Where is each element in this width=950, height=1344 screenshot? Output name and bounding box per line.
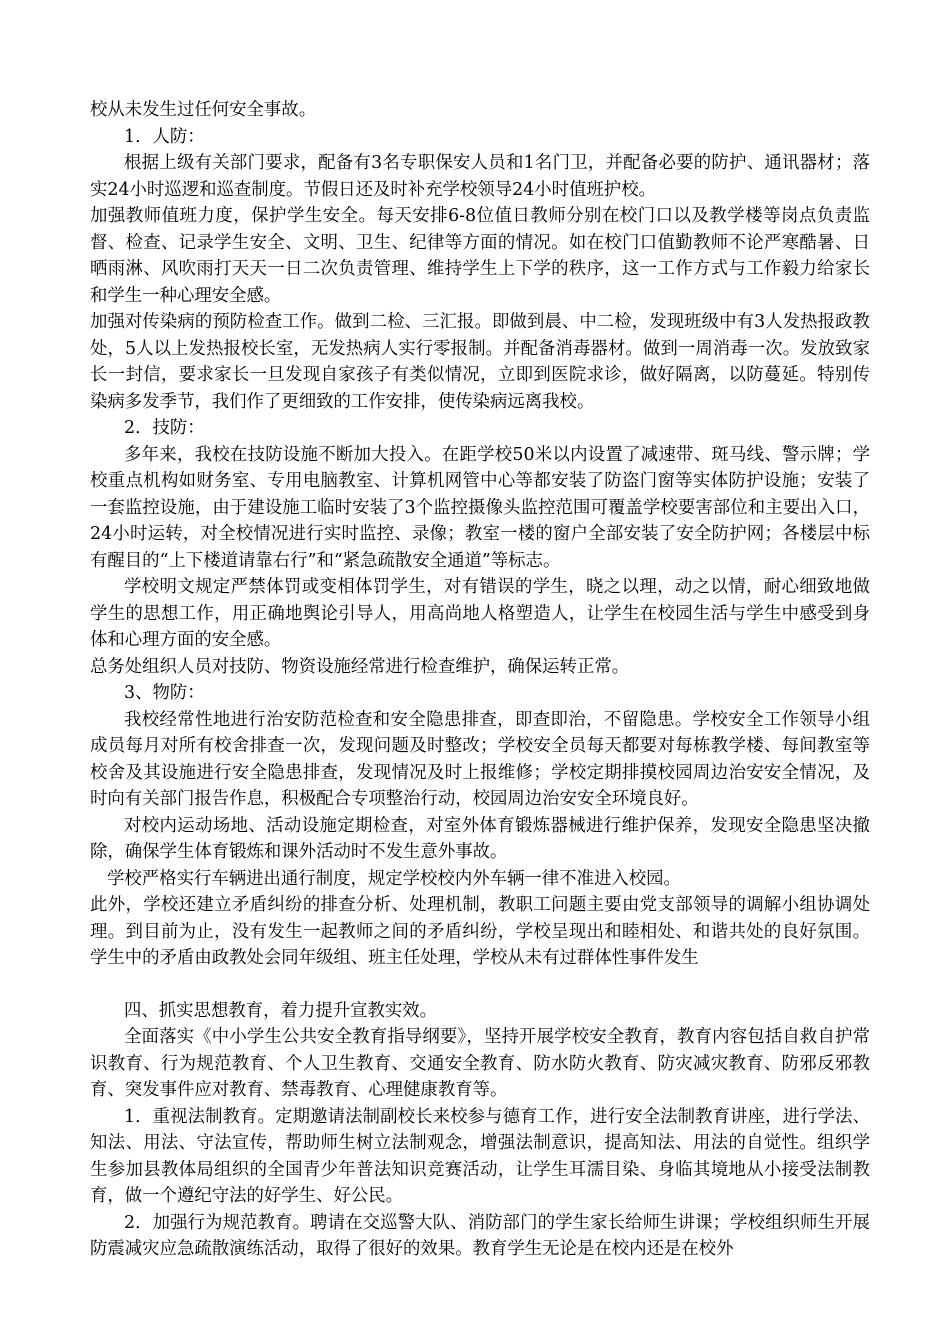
paragraph-legal-education: 1．重视法制教育。定期邀请法制副校长来校参与德育工作，进行安全法制教育讲座，进行学法、知法、用法、守法宣传，帮助师生树立法制观念，增强法制意识，提高知法、用法的自觉性。组织学生参加县教体局组织的全国青少年普法知识竞赛活动，让学生耳濡目染、身临其境地从小接受法制教育，做一个遵纪守法的好学生、好公民。 [90,1106,870,1206]
paragraph-technical-facilities: 多年来，我校在技防设施不断加大投入。在距学校50米以内设置了减速带、斑马线、警示牌；学校重点机构如财务室、专用电脑教室、计算机网管中心等都安装了防盗门窗等实体防护设施；安装了一套监控设施，由于建设施工临时安装了3个监控摄像头监控范围可覆盖学校要害部位和主要出入口，24小时运转，对全校情况进行实时监控、录像；教室一楼的窗户全部安装了安全防护网；各楼层中标有醒目的“上下楼道请靠右行”和“紧急疏散安全通道”等标志。 [90,444,870,571]
paragraph-accident-record: 校从未发生过任何安全事故。 [90,100,317,120]
paragraph-maintenance: 总务处组织人员对技防、物资设施经常进行检查维护，确保运转正常。 [90,656,630,677]
paragraph-sports-facilities: 对校内运动场地、活动设施定期检查，对室外体育锻炼器械进行维护保养，发现安全隐患坚决撤除，确保学生体育锻炼和课外活动时不发生意外事故。 [90,815,870,862]
paragraph-no-corporal-punishment: 学校明文规定严禁体罚或变相体罚学生，对有错误的学生，晓之以理，动之以情，耐心细致地做学生的思想工作，用正确地舆论引导人，用高尚地人格塑造人，让学生在校园生活与学生中感受到身体和心理方面的安全感。 [90,577,870,650]
heading-physical-defense: 3、物防： [124,683,205,703]
paragraph-vehicle-control: 学校严格实行车辆进出通行制度，规定学校校内外车辆一律不准进入校园。 [107,868,681,889]
paragraph-epidemic-prevention: 加强对传染病的预防检查工作。做到二检、三汇报。即做到晨、中二检，发现班级中有3人发热报政教处，5人以上发热报校长室，无发热病人实行零报制。并配备消毒器材。做到一周消毒一次。发放致家长一封信，要求家长一旦发现自家孩子有类似情况，立即到医院求诊，做好隔离，以防蔓延。特别传染病多发季节，我们作了更细致的工作安排，使传染病远离我校。 [90,312,870,412]
paragraph-hazard-inspection: 我校经常性地进行治安防范检查和安全隐患排查，即查即治，不留隐患。学校安全工作领导小组成员每月对所有校舍排查一次，发现问题及时整改；学校安全员每天都要对每栋教学楼、每间教室等校舍及其设施进行安全隐患排查，发现情况及时上报维修；学校定期排摸校园周边治安安全情况，及时向有关部门报告作息，积极配合专项整治行动，校园周边治安安全环境良好。 [90,709,870,809]
heading-personnel-defense: 1．人防： [124,126,205,147]
heading-section-four: 四、抓实思想教育，着力提升宣教实效。 [124,1000,438,1021]
blank-line [90,972,870,998]
paragraph-safety-education: 全面落实《中小学生公共安全教育指导纲要》，坚持开展学校安全教育，教育内容包括自救自护常识教育、行为规范教育、个人卫生教育、交通安全教育、防水防火教育、防灾减灾教育、防邪反邪教育、突发事件应对教育、禁毒教育、心理健康教育等。 [90,1027,870,1100]
paragraph-security-staff: 根据上级有关部门要求，配备有3名专职保安人员和1名门卫，并配备必要的防护、通讯器材；落实24小时巡逻和巡查制度。节假日还及时补充学校领导24小时值班护校。 [90,153,870,200]
paragraph-dispute-handling: 此外，学校还建立矛盾纠纷的排查分析、处理机制，教职工问题主要由党支部领导的调解小组协调处理。到目前为止，没有发生一起教师之间的矛盾纠纷，学校呈现出和睦相处、和谐共处的良好氛围。学生中的矛盾由政教处会同年级组、班主任处理，学校从未有过群体性事件发生 [90,895,870,968]
paragraph-behavior-education: 2．加强行为规范教育。聘请在交巡警大队、消防部门的学生家长给师生讲课；学校组织师生开展防震减灾应急疏散演练活动，取得了很好的效果。教育学生无论是在校内还是在校外 [90,1212,870,1259]
paragraph-teacher-duty: 加强教师值班力度，保护学生安全。每天安排6-8位值日教师分别在校门口以及教学楼等岗点负责监督、检查、记录学生安全、文明、卫生、纪律等方面的情况。如在校门口值勤教师不论严寒酷暑、日晒雨淋、风吹雨打天天一日二次负责管理、维持学生上下学的秩序，这一工作方式与工作毅力给家长和学生一种心理安全感。 [90,206,870,306]
heading-technical-defense: 2．技防： [124,418,205,438]
document-page [90,97,870,1263]
